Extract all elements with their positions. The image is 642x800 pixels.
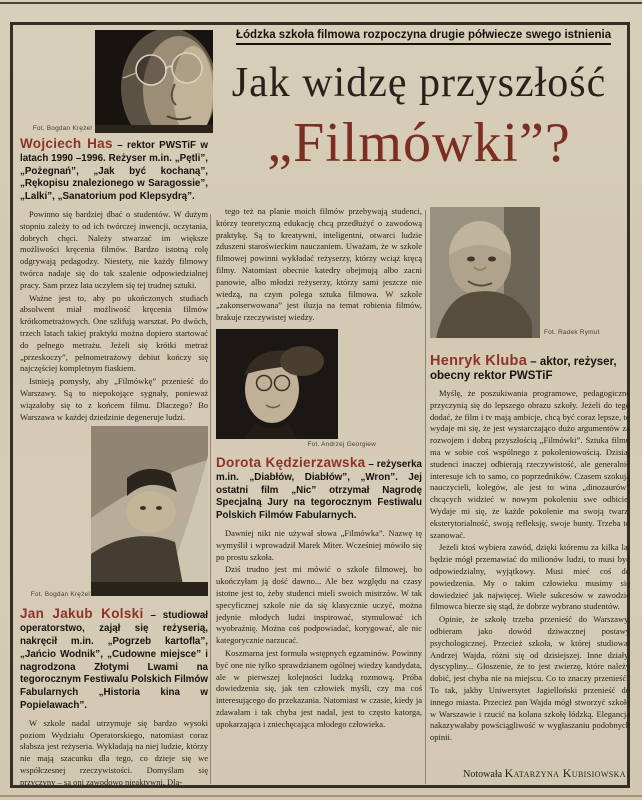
credit-author: Katarzyna Kubisiowska (504, 766, 626, 780)
bio-name-jan-jakub-kolski: Jan Jakub Kolski (20, 606, 144, 622)
page-bottom-edge-line (0, 795, 642, 797)
page-top-edge-line (0, 2, 642, 4)
photo-jan-jakub-kolski (20, 426, 208, 602)
photo-henryk-kluba-image (430, 207, 540, 338)
paragraph-left-3: Istnieją pomysły, aby „Filmówkę” przenieść do Warszawy. Są to niepokojące sygnały, ponieważ wiązałoby się to z końcem filmu. Dlaczego? Bo Warszawa w każdej dziedzinie degeneruje ludzi. (20, 376, 208, 422)
paragraph-left-4: W szkole nadal utrzymuje się bardzo wysoki poziom Wydziału Operatorskiego, natomiast coraz słabsza jest reżyseria. Wykładają na niej ludzie, którzy nie mają szacunku dla tego, co dzieje się we współczesnej rzeczywistości. Domyślam się przyczyny – są oni zawodowo nieaktywni. Dla- (20, 717, 208, 786)
bio-dorota-kedzierzawska (216, 454, 422, 523)
photo-dorota-kedzierzawska-image (216, 329, 338, 439)
bio-text-wojciech-has: – rektor PWSTiF w latach 1990 –1996. Reżyser m.in. „Pętli”, „Pożegnań”, „Jak być kochaną”, „Rękopisu znalezionego w Saragossie”, „Lalki”, „Sanatorium pod Klepsydrą”. (20, 140, 208, 203)
column-right (430, 207, 630, 763)
article-title (208, 60, 630, 174)
photo-caption-dorota: Fot. Andrzej Georgiew (307, 440, 376, 448)
column-middle (216, 206, 422, 787)
bio-name-dorota-kedzierzawska: Dorota Kędzierzawska (216, 454, 366, 470)
photo-jan-jakub-kolski-image (91, 426, 208, 596)
bio-wojciech-has (20, 138, 208, 204)
article-title-line1: Jak widzę przyszłość (231, 60, 607, 106)
paragraph-middle-4: Koszmarna jest formuła wstępnych egzaminów. Powinny być one nie tylko sprawdzianem ogólnej wiedzy kandydata, ale w pierwszej kolejności ludzką rozmową. Próba dowiedzenia się, jak ten człowiek myśli, czy ma coś interesującego do przekazania. Natomiast w czasie, kiedy ja zdawałam i tak chyba jest nadal, jest to często katorga, upokarzająca i zniechęcająca młodego człowieka. (216, 647, 422, 729)
paragraph-middle-1: tego też na planie moich filmów przebywają studenci, którzy teoretyczną edukację chcą przedłużyć o zawodową praktykę. Są to kreatywni, inteligentni, otwarci ludzie zduszeni staroświeckim nauczaniem. Uważam, że w szkole filmowej powinni wykładać reżyserzy, którzy wciąż kręcą filmy. Natomiast obecnie katedry obejmują albo zacni panowie, albo młodzi reżyserzy, którzy sami jeszcze nie wiedzą, na czym polega sztuka filmowa. W szkole „zakonserwowana” jest iluzja na temat robienia filmów, brakuje rzeczywistej wiedzy. (216, 206, 422, 323)
column-left (20, 138, 208, 786)
credit-prefix: Notowała (463, 769, 503, 780)
photo-caption-kolski: Fot. Bogdan Krężel (30, 591, 90, 599)
paragraph-middle-3: Dziś trudno jest mi mówić o szkole filmowej, bo ukończyłam ją dość dawno... Ale bez względu na czasy istotne jest to, żeby studenci mieli swoich mistrzów. W tak specyficznej szkole nie da się klasycznie uczyć, można jedynie młodych ludzi inspirować, stymulować ich wyobraźnię. Można coś podpowiadać, korygować, ale nic kategorycznie narzucać. (216, 564, 422, 646)
credit-line (426, 766, 626, 781)
bio-text-henryk-kluba: – aktor, reżyser, obecny rektor PWSTiF (430, 356, 617, 382)
bio-text-jan-jakub-kolski: – studiował operatorstwo, zajął się reżyserią, nakręcił m.in. „Pogrzeb kartofla”, „Jańcio Wodnik”, „Cudowne miejsce” i nagrodzona Złotymi Lwami na tegorocznym Festiwalu Polskich Filmów Fabularnych „Historia kina w Popielawach”. (20, 610, 208, 711)
photo-wojciech-has (95, 30, 213, 133)
column-rule-left (210, 214, 211, 784)
photo-caption-kluba: Fot. Radek Rymut (544, 329, 600, 336)
bio-name-henryk-kluba: Henryk Kluba (430, 353, 528, 369)
bio-name-wojciech-has: Wojciech Has (20, 138, 113, 151)
banner (236, 25, 632, 45)
bio-jan-jakub-kolski (20, 608, 208, 712)
paragraph-right-2: Jeżeli ktoś wybiera zawód, dzięki któremu za kilka lat będzie mógł przemawiać do milionów ludzi, to musi być odpowiedzialny, wyjątkowy. Musi mieć coś do powiedzenia. My o takim człowieku musimy się dowiedzieć jak najwięcej. Wiele sukcesów w zawodzie filmowca bierze się stąd, że dobrze wybrano studentów. (430, 542, 630, 612)
paragraph-right-3: Opinie, że szkołę trzeba przenieść do Warszawy, odbieram jako dowód dziwacznej postawy psychologicznej. Przecież szkoła, w której studiował Andrzej Wajda, różni się od dzisiejszej. Inne działy, dyscypliny... Głoszenie, że to jest zwierzę, które należy dobić, jest chyba nie na miejscu. Co to znaczy przenieść? To tak, jakby Uniwersytet Jagielloński przenieść do innego miasta. Przecież pan Wajda mógł stworzyć szkołę w Warszawie i rzucić na kolana szkołę łódzką. Elegancja nakazywałaby powściągliwość w wygłaszaniu podobnych opinii. (430, 614, 630, 743)
bio-henryk-kluba (430, 354, 630, 383)
photo-dorota-kedzierzawska (216, 329, 422, 453)
column-rule-right (425, 210, 426, 784)
paragraph-left-1: Powinno się bardziej dbać o studentów. W dużym stopniu zależy to od ich twórczej inwencji, oczytania, dobrych chęci. Należy stwarzać im większe możliwości kręcenia filmów. Bardzo istotną rolę odgrywają pedagodzy. Niestety, nie każdy filmowy twórca nadaje się do tak szalenie odpowiedzialnej pracy. Sam przez lata uczyłem się tej trudnej sztuki. (20, 208, 208, 290)
paragraph-right-1: Myślę, że poszukiwania programowe, pedagogiczne przyczynią się do lepszego obrazu szkoły. Jeżeli do tego dodać, że film i tv mają ambicje, chcą być coraz lepsze, to wydaje mi się, że jest wystarczająco dużo argumentów za rozwojem i dobrą przyszłością „Filmówki”. Sztuka filmu ma w sobie coś wspólnego z pokoleniowością. Dzisiaj studenci inaczej odbierają rzeczywistość, ale generalnie interesuje ich to samo, co poprzedników. Czasem szokują nauczycieli, kolegów, ale jest to wina „dinozaurów” chcących widzieć w nowym pokoleniu swe odbicie. Wydaje mi się, że każde pokolenie ma swoją twarz, eksterytorialność, swoją refleksję, swoje bunty. Trzeba to szanować. (430, 388, 630, 540)
banner-headline: Łódzka szkoła filmowa rozpoczyna drugie półwiecze swego istnienia (236, 29, 611, 45)
bio-text-dorota-kedzierzawska: – reżyserka m.in. „Diabłów, Diabłów”, „Wron”. Jej ostatni film „Nic” otrzymał Nagrodę Specjalną Jury na tegorocznym Festiwalu Polskich Filmów Fabularnych. (216, 458, 422, 522)
photo-henryk-kluba (430, 207, 630, 341)
photo-caption-has: Fot. Bogdan Krężel (32, 125, 92, 132)
paragraph-left-2: Ważne jest to, aby po ukończonych studiach absolwent miał możliwość kręcenia filmów krótkometrażowych. One szlifują warsztat. Po dwóch, trzech latach takiej praktyki można dopiero startować do pełnego metrażu. Jeżeli się krótki metraż „przeskoczy”, pełnometrażowy debiut kończy się najczęściej kompletnym fiaskiem. (20, 292, 208, 374)
photo-wojciech-has-image (95, 30, 213, 133)
article-title-line2: „Filmówki”? (267, 112, 571, 174)
paragraph-middle-2: Dawniej nikt nie używał słowa „Filmówka”. Nazwę tę wymyślił i wprowadził Marek Miter. Wcześniej mówiło się po prostu szkoła. (216, 527, 422, 562)
